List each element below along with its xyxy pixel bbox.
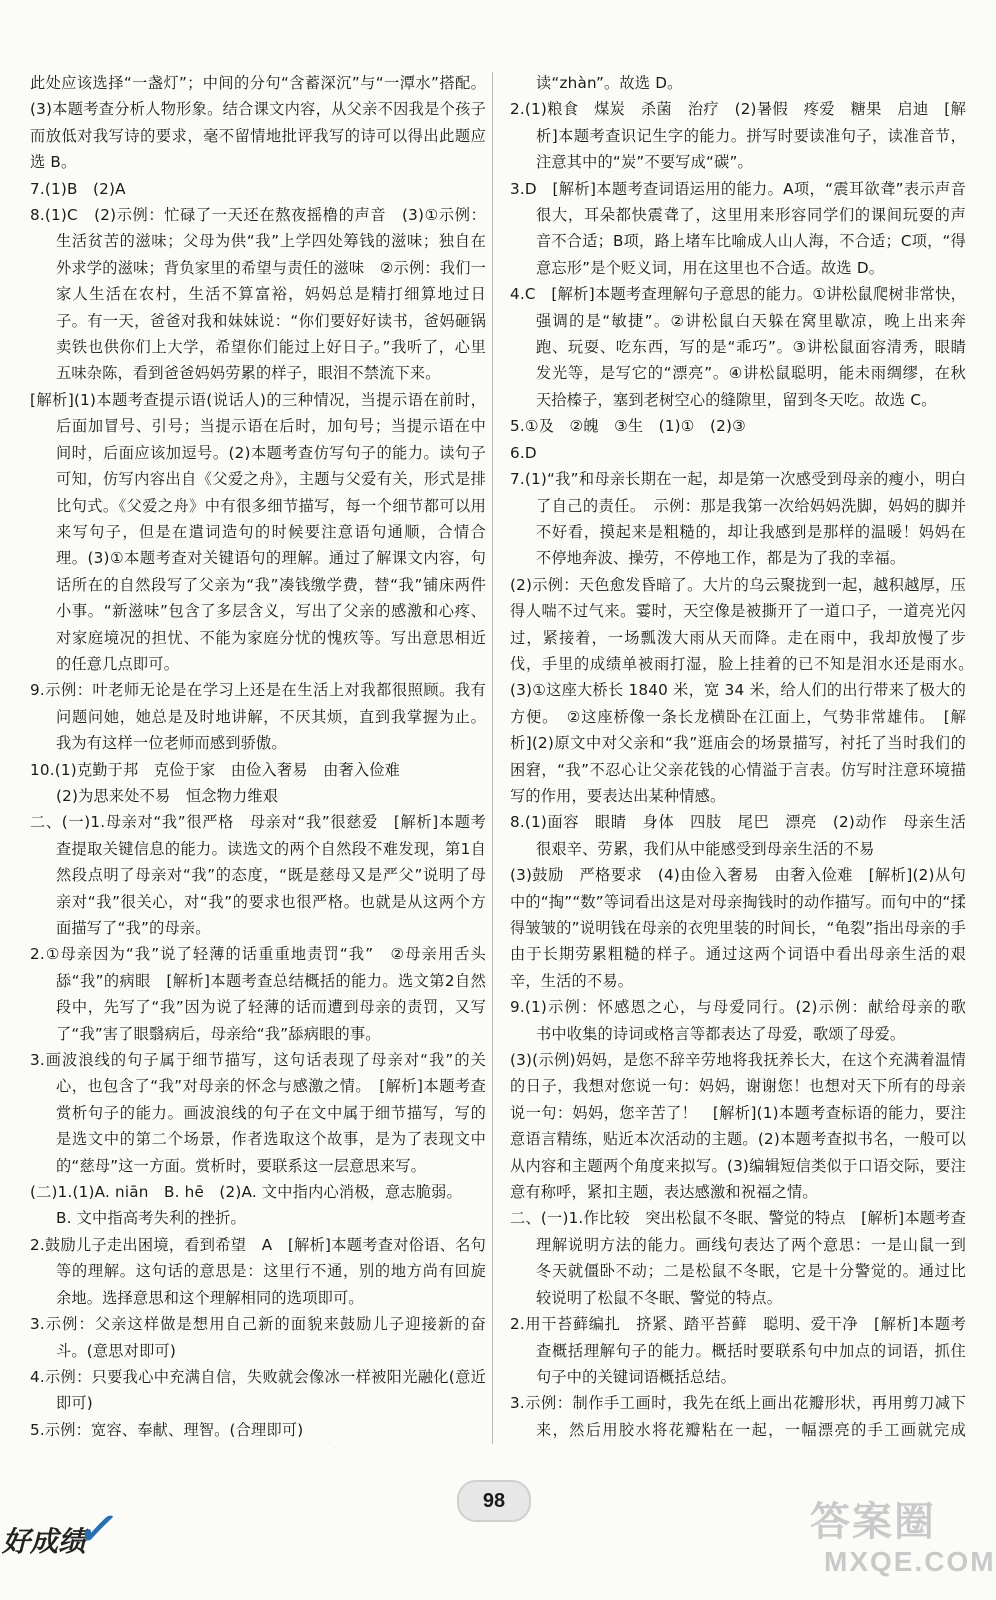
watermark [800, 1490, 996, 1590]
answer-paragraph: 2.①母亲因为“我”说了轻薄的话重重地责罚“我” ②母亲用舌头舔“我”的病眼 [解析]本题考查总结概括的能力。选文第2自然段中，先写了“我”因为说了轻薄的话而遭到母亲的责罚，又写了“我”害了眼翳病后，母亲给“我”舔病眼的事。 [30, 945, 486, 1043]
brand-logo-text: 好成绩 [2, 1525, 87, 1558]
column-divider [492, 72, 493, 1444]
answer-paragraph: 2.用干苔藓编扎 挤紧、踏平苔藓 聪明、爱干净 [解析]本题考查概括理解句子的能力。概括时要联系句中加点的词语，抓住句子中的关键词语概括总结。 [510, 1315, 966, 1386]
answer-paragraph: 3.D [解析]本题考查词语运用的能力。A项，“震耳欲聋”表示声音很大，耳朵都快震聋了，这里用来形容同学们的课间玩耍的声音不合适；B项，路上堵车比喻成人山人海，不合适；C项，“得意忘形”是个贬义词，用在这里也不合适。故选 D。 [510, 179, 966, 277]
page-number: 98 [457, 1480, 531, 1522]
answer-paragraph: (2)为思来处不易 恒念物力维艰 [56, 786, 279, 805]
answer-paragraph: [解析](1)本题考查提示语(说话人)的三种情况，当提示语在前时，后面加冒号、引号；当提示语在后时，加句号；当提示语在中间时，后面应该加逗号。(2)本题考查仿写句子的能力。读句子可知，仿写内容出自《父爱之舟》，主题与父爱有关，形式是排比句式。《父爱之舟》中有很多细节描写，每一个细节都可以用来写句子，但是在遣词造句的时候要注意语句通顺，合情合理。(3)①本题考查对关键语句的理解。通过了解课文内容，句话所在的自然段写了父亲为“我”凑钱缴学费，替“我”铺床两件小事。“新滋味”包含了多层含义，写出了父亲的感激和心疼、对家庭境况的担忧、不能为家庭分忧的愧疚等。写出意思相近的任意几点即可。 [30, 390, 486, 673]
left-column [30, 70, 486, 1448]
watermark-text-cn: 答案圈 [810, 1500, 936, 1544]
answer-paragraph: (3)鼓励 严格要求 (4)由俭入奢易 由奢入俭难 [解析](2)从句中的“掏”“数”等词看出这是对母亲掏钱时的动作描写。而句中的“揉得皱皱的”说明钱在母亲的衣兜里装的时间长，“龟裂”指出母亲的手由于长期劳累粗糙的样子。通过这两个词语中看出母亲生活的艰辛，生活的不易。 [510, 866, 966, 990]
answer-paragraph: 2.(1)粮食 煤炭 杀菌 治疗 (2)暑假 疼爱 糖果 启迪 [解析]本题考查识记生字的能力。拼写时要读准句子，读准音节，注意其中的“炭”不要写成“碳”。 [510, 100, 966, 172]
answer-paragraph: 5.示例：宽容、奉献、理智。(合理即可) [30, 1420, 304, 1439]
answer-paragraph: 此处应该选择“一盏灯”；中间的分句“含蓄深沉”与“一潭水”搭配。(3)本题考查分析人物形象。结合课文内容，从父亲不因我是个孩子而放低对我写诗的要求，毫不留情地批评我写的诗可以得出此题应选 B。 [30, 74, 486, 172]
answer-paragraph: (二)1.(1)A. niān B. hē (2)A. 文中指内心消极，意志脆弱。 [30, 1183, 462, 1202]
answer-paragraph: 2.鼓励儿子走出困境，看到希望 A [解析]本题考查对俗语、名句等的理解。这句话的意思是：这里行不通，别的地方尚有回旋余地。选择意思和这个理解相同的选项即可。 [30, 1235, 486, 1307]
answer-paragraph: 二、(一)1.母亲对“我”很严格 母亲对“我”很慈爱 [解析]本题考查提取关键信息的能力。读选文的两个自然段不难发现，第1自然段点明了母亲对“我”的态度，“既是慈母又是严父”说明了母亲对“我”很关心，对“我”的要求也很严格。也就是从这两个方面描写了“我”的母亲。 [30, 813, 486, 937]
answer-paragraph: 二、(一)1.作比较 突出松鼠不冬眠、警觉的特点 [解析]本题考查理解说明方法的能力。画线句表达了两个意思：一是山鼠一到冬天就僵卧不动；二是松鼠不冬眠，它是十分警觉的。通过比较说明了松鼠不冬眠、警觉的特点。 [510, 1209, 966, 1307]
answer-paragraph: 9.示例：叶老师无论是在学习上还是在生活上对我都很照顾。我有问题问她，她总是及时地讲解，不厌其烦，直到我掌握为止。我为有这样一位老师而感到骄傲。 [30, 681, 486, 753]
answer-paragraph [30, 1443, 486, 1448]
answer-paragraph: 7.(1)“我”和母亲长期在一起，却是第一次感受到母亲的瘦小，明白了自己的责任。 示例：那是我第一次给妈妈洗脚，妈妈的脚并不好看，摸起来是粗糙的，却让我感到是那样的温暖！妈妈在不停地奔波、操劳，不停地工作，都是为了我的幸福。 [510, 470, 966, 568]
answer-paragraph: 3.示例：父亲这样做是想用自己新的面貌来鼓励儿子迎接新的奋斗。(意思对即可) [30, 1315, 486, 1360]
right-paragraphs [510, 70, 966, 1448]
answer-paragraph: 6.D [510, 443, 537, 462]
answer-paragraph: 4.示例：只要我心中充满自信，失败就会像冰一样被阳光融化(意近即可) [30, 1367, 486, 1413]
answer-paragraph: 3.示例：制作手工画时，我先在纸上画出花瓣形状，再用剪刀减下来，然后用胶水将花瓣粘在一起，一幅漂亮的手工画就完成 [510, 1394, 966, 1439]
answer-paragraph: 8.(1)面容 眼睛 身体 四肢 尾巴 漂亮 (2)动作 母亲生活很艰辛、劳累，我们从中能感受到母亲生活的不易 [510, 813, 966, 858]
left-paragraphs [30, 70, 486, 1448]
checkmark-icon: ✓ [76, 1504, 113, 1555]
answer-paragraph: B. 文中指高考失利的挫折。 [56, 1209, 246, 1228]
answer-paragraph: (3)(示例)妈妈，是您不辞辛劳地将我抚养长大，在这个充满着温情的日子，我想对您说一句：妈妈，谢谢您！也想对天下所有的母亲说一句：妈妈，您辛苦了！ [解析](1)本题考查标语的能力，要注意语言精练，贴近本次活动的主题。(2)本题考查拟书名，一般可以从内容和主题两个角度来拟写。(3)编辑短信类似于口语交际，要注意有称呼，紧扣主题，表达感激和祝福之情。 [510, 1051, 966, 1202]
brand-logo [0, 1470, 120, 1590]
right-column [510, 70, 966, 1448]
answer-paragraph: 9.(1)示例：怀感恩之心，与母爱同行。(2)示例：献给母亲的歌 书中收集的诗词或格言等都表达了母爱，歌颂了母爱。 [510, 998, 966, 1043]
answer-paragraph: 4.C [解析]本题考查理解句子意思的能力。①讲松鼠爬树非常快，强调的是“敏捷”。②讲松鼠白天躲在窝里歇凉，晚上出来奔跑、玩耍、吃东西，写的是“乖巧”。③讲松鼠面容清秀，眼睛发光等，是写它的“漂亮”。④讲松鼠聪明，能未雨绸缪，在秋天拾榛子，塞到老树空心的缝隙里，留到冬天吃。故选 C。 [510, 285, 966, 409]
answer-paragraph: 8.(1)C (2)示例：忙碌了一天还在熬夜摇橹的声音 (3)①示例：生活贫苦的滋味；父母为供“我”上学四处筹钱的滋味；独自在外求学的滋味；背负家里的希望与责任的滋味 ②示例：我们一家人生活在农村，生活不算富裕，妈妈总是精打细算地过日子。有一天，爸爸对我和妹妹说：“你们要好好读书，爸妈砸锅卖铁也供你们上大学，希望你们能过上好日子。”我听了，心里五味杂陈，看到爸爸妈妈劳累的样子，眼泪不禁流下来。 [30, 206, 486, 383]
answer-paragraph: 读“zhàn”。故选 D。 [536, 74, 683, 92]
answer-paragraph: (2)示例：天色愈发昏暗了。大片的乌云聚拢到一起，越积越厚，压得人喘不过气来。霎时，天空像是被撕开了一道口子，一道亮光闪过，紧接着，一场瓢泼大雨从天而降。走在雨中，我却放慢了步伐，手里的成绩单被雨打湿，脸上挂着的已不知是泪水还是雨水。 (3)①这座大桥长 1840 米，宽 34 米，给人们的出行带来了极大的方便。 ②这座桥像一条长龙横卧在江面上，气势非常雄伟。 [解析](2)原文中对父亲和“我”逛庙会的场景描写，衬托了当时我们的困窘，“我”不忍心让父亲花钱的心情溢于言表。仿写时注意环境描写的作用，要表达出某种情感。 [510, 575, 966, 805]
answer-paragraph: 5.①及 ②魄 ③生 (1)① (2)③ [510, 417, 746, 436]
answer-paragraph: 10.(1)克勤于邦 克俭于家 由俭入奢易 由奢入俭难 [30, 760, 401, 779]
watermark-text-en: MXQE.COM [824, 1546, 996, 1577]
answer-paragraph: 3.画波浪线的句子属于细节描写，这句话表现了母亲对“我”的关心，也包含了“我”对母亲的怀念与感激之情。 [解析]本题考查赏析句子的能力。画波浪线的句子在文中属于细节描写，写的是选文中的第二个场景，作者选取这个故事，是为了表现文中的“慈母”这一方面。赏析时，要联系这一层意思来写。 [30, 1051, 486, 1175]
answer-paragraph: 7.(1)B (2)A [30, 179, 126, 198]
